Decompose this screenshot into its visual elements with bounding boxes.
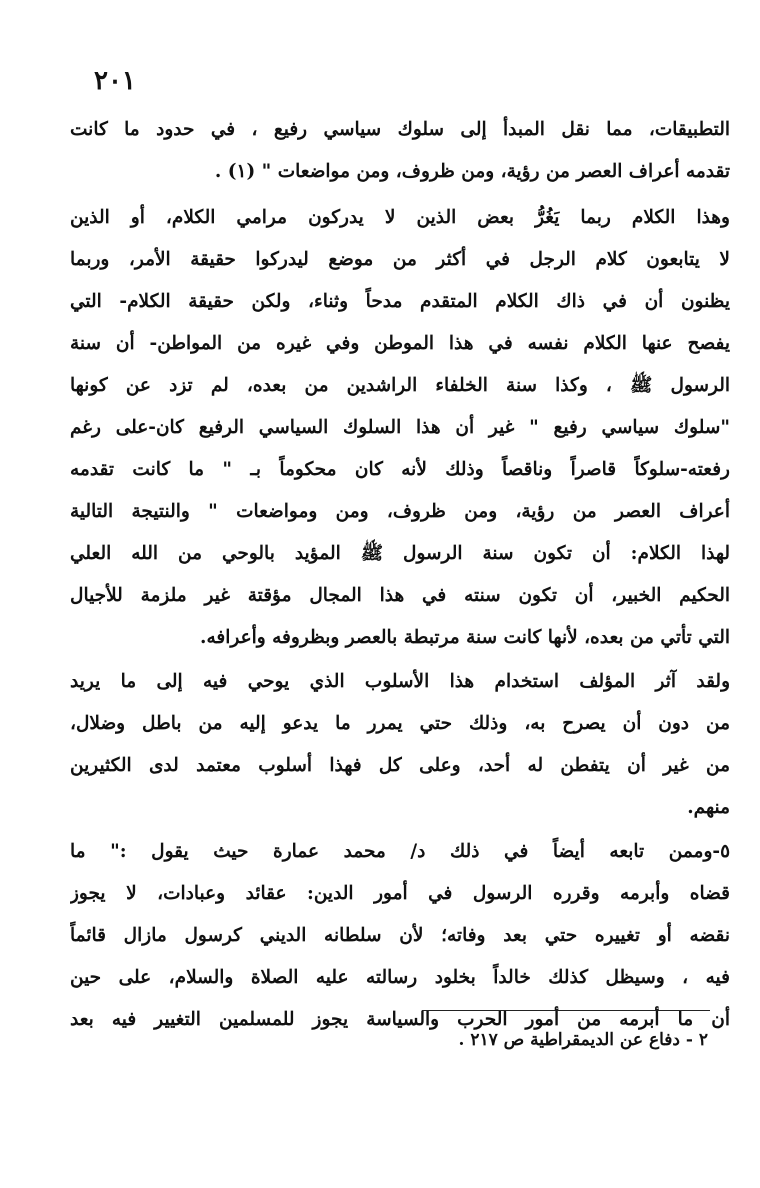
text-line: تقدمه أعراف العصر من رؤية، ومن ظروف، ومن مواضعات " (١) . bbox=[214, 161, 730, 182]
text-line: فيه ، وسيظل كذلك خالداً بخلود رسالته عليه الصلاة والسلام، على حين bbox=[70, 967, 730, 988]
text-line: لهذا الكلام: أن تكون سنة الرسول ﷺ المؤيد بالوحي من الله العلي bbox=[70, 543, 730, 564]
text-line: الرسول ﷺ ، وكذا سنة الخلفاء الراشدين من بعده، لم تزد عن كونها bbox=[70, 375, 730, 396]
footnote: ٢ - دفاع عن الديمقراطية ص ٢١٧ . bbox=[458, 1030, 708, 1050]
text-line: أعراف العصر من رؤية، ومن ظروف، ومن ومواضعات " والنتيجة التالية bbox=[70, 501, 730, 522]
text-line: من غير أن يتفطن له أحد، وعلى كل فهذا أسلوب معتمد لدى الكثيرين bbox=[70, 755, 730, 776]
text-line: لا يتابعون كلام الرجل في أكثر من موضع ليدركوا حقيقة الأمر، وربما bbox=[70, 249, 730, 270]
text-line: وهذا الكلام ربما يَغُرُّ بعض الذين لا يدركون مرامي الكلام، أو الذين bbox=[70, 207, 730, 228]
text-line: التطبيقات، مما نقل المبدأ إلى سلوك سياسي رفيع ، في حدود ما كانت bbox=[70, 119, 730, 140]
text-line: من دون أن يصرح به، وذلك حتي يمرر ما يدعو إليه من باطل وضلال، bbox=[70, 713, 730, 734]
footnote-divider bbox=[422, 1010, 710, 1011]
text-line: "سلوك سياسي رفيع " غير أن هذا السلوك السياسي الرفيع كان-على رغم bbox=[70, 417, 730, 438]
text-line: ولقد آثر المؤلف استخدام هذا الأسلوب الذي يوحي فيه إلى ما يريد bbox=[70, 671, 730, 692]
text-line: نقضه أو تغييره حتي بعد وفاته؛ لأن سلطانه الديني كرسول مازال قائماً bbox=[70, 925, 730, 946]
text-line: أن ما أبرمه من أمور الحرب والسياسة يجوز للمسلمين التغيير فيه بعد bbox=[70, 1009, 730, 1030]
page-number: ٢٠١ bbox=[94, 66, 136, 96]
text-line: يظنون أن في ذاك الكلام المتقدم مدحاً وثناء، ولكن حقيقة الكلام- التي bbox=[70, 291, 730, 312]
text-line: قضاه وأبرمه وقرره الرسول في أمور الدين: عقائد وعبادات، لا يجوز bbox=[70, 883, 730, 904]
text-line: ٥-وممن تابعه أيضاً في ذلك د/ محمد عمارة حيث يقول :" ما bbox=[70, 841, 730, 862]
text-line: التي تأتي من بعده، لأنها كانت سنة مرتبطة بالعصر وبظروفه وأعرافه. bbox=[200, 627, 730, 648]
text-line: رفعته-سلوكاً قاصراً وناقصاً وذلك لأنه كان محكوماً بـ " ما كانت تقدمه bbox=[70, 459, 730, 480]
text-line: الحكيم الخبير، أن تكون سنته في هذا المجال مؤقتة غير ملزمة للأجيال bbox=[70, 585, 730, 606]
text-line: منهم. bbox=[687, 797, 730, 818]
text-line: يفصح عنها الكلام نفسه في هذا الموطن وفي غيره من المواطن- أن سنة bbox=[70, 333, 730, 354]
